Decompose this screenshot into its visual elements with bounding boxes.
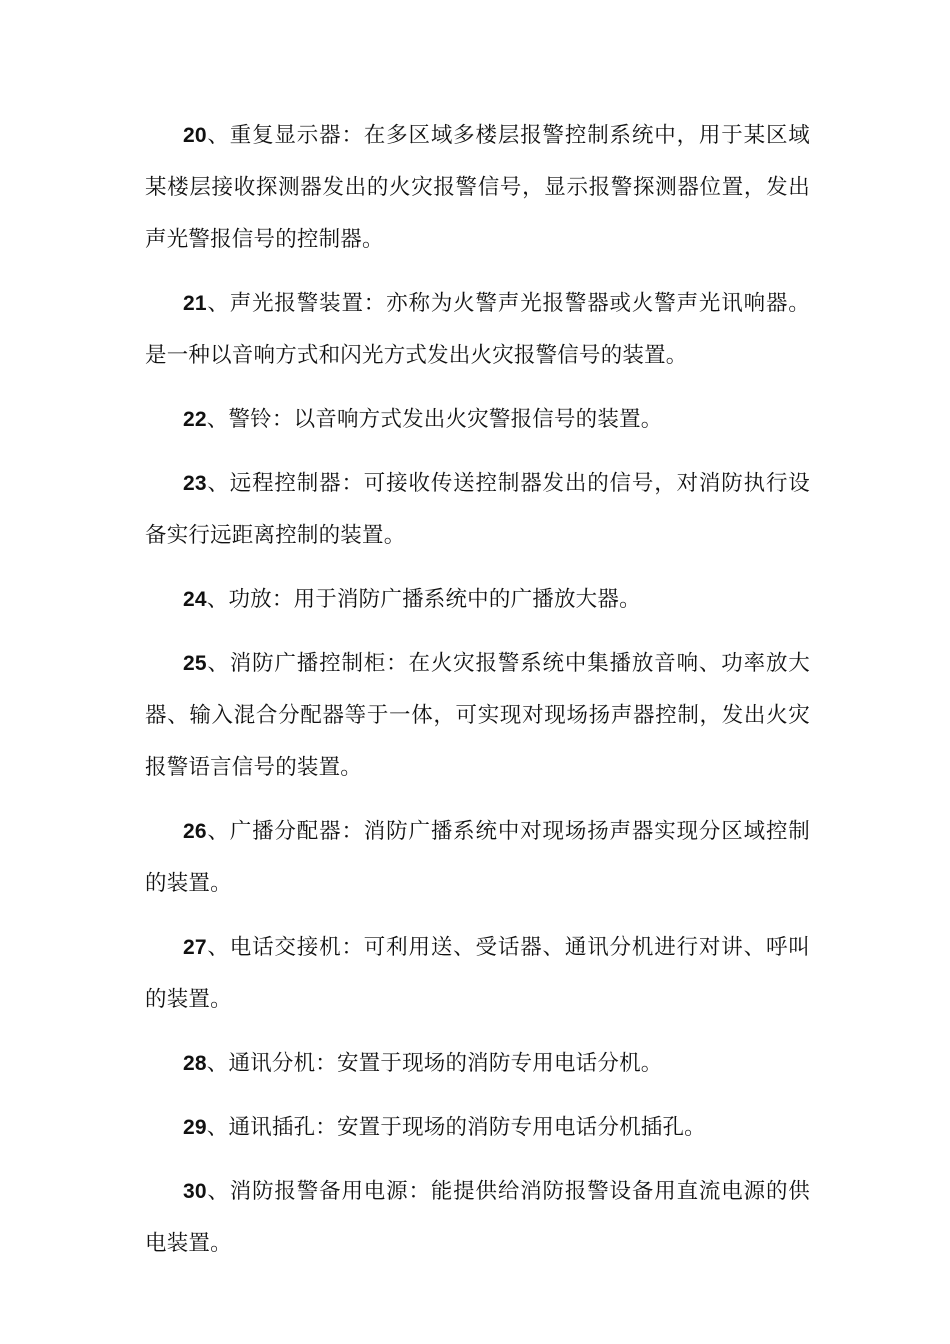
item-text: 、远程控制器：可接收传送控制器发出的信号，对消防执行设备实行远距离控制的装置。 <box>145 471 810 548</box>
definition-paragraph-27 <box>145 922 810 1026</box>
definition-paragraph-26 <box>145 806 810 910</box>
definition-paragraph-29 <box>145 1102 810 1154</box>
definition-paragraph-21 <box>145 278 810 382</box>
definition-paragraph-30 <box>145 1166 810 1270</box>
item-text: 、电话交接机：可利用送、受话器、通讯分机进行对讲、呼叫的装置。 <box>145 935 810 1012</box>
definition-paragraph-22 <box>145 394 810 446</box>
item-number: 22 <box>183 408 207 431</box>
item-number: 25 <box>183 652 207 675</box>
definition-paragraph-25 <box>145 638 810 794</box>
item-text: 、消防广播控制柜：在火灾报警系统中集播放音响、功率放大器、输入混合分配器等于一体，可实现对现场扬声器控制，发出火灾报警语言信号的装置。 <box>145 651 810 780</box>
item-text: 、声光报警装置：亦称为火警声光报警器或火警声光讯响器。是一种以音响方式和闪光方式发出火灾报警信号的装置。 <box>145 291 810 368</box>
item-number: 21 <box>183 292 207 315</box>
item-number: 23 <box>183 472 207 495</box>
item-number: 28 <box>183 1052 207 1075</box>
definition-paragraph-20 <box>145 110 810 266</box>
definition-paragraph-24 <box>145 574 810 626</box>
item-text: 、通讯插孔：安置于现场的消防专用电话分机插孔。 <box>206 1115 706 1140</box>
document-body <box>145 110 810 1282</box>
item-text: 、广播分配器：消防广播系统中对现场扬声器实现分区域控制的装置。 <box>145 819 810 896</box>
item-text: 、通讯分机：安置于现场的消防专用电话分机。 <box>206 1051 663 1076</box>
definition-paragraph-28 <box>145 1038 810 1090</box>
item-number: 30 <box>183 1180 207 1203</box>
item-text: 、消防报警备用电源：能提供给消防报警设备用直流电源的供电装置。 <box>145 1179 810 1256</box>
item-number: 26 <box>183 820 207 843</box>
item-number: 29 <box>183 1116 207 1139</box>
definition-paragraph-23 <box>145 458 810 562</box>
item-text: 、警铃：以音响方式发出火灾警报信号的装置。 <box>206 407 663 432</box>
item-number: 27 <box>183 936 207 959</box>
item-number: 24 <box>183 588 207 611</box>
item-text: 、重复显示器：在多区域多楼层报警控制系统中，用于某区域某楼层接收探测器发出的火灾报警信号，显示报警探测器位置，发出声光警报信号的控制器。 <box>145 123 810 252</box>
item-number: 20 <box>183 124 207 147</box>
item-text: 、功放：用于消防广播系统中的广播放大器。 <box>206 587 641 612</box>
